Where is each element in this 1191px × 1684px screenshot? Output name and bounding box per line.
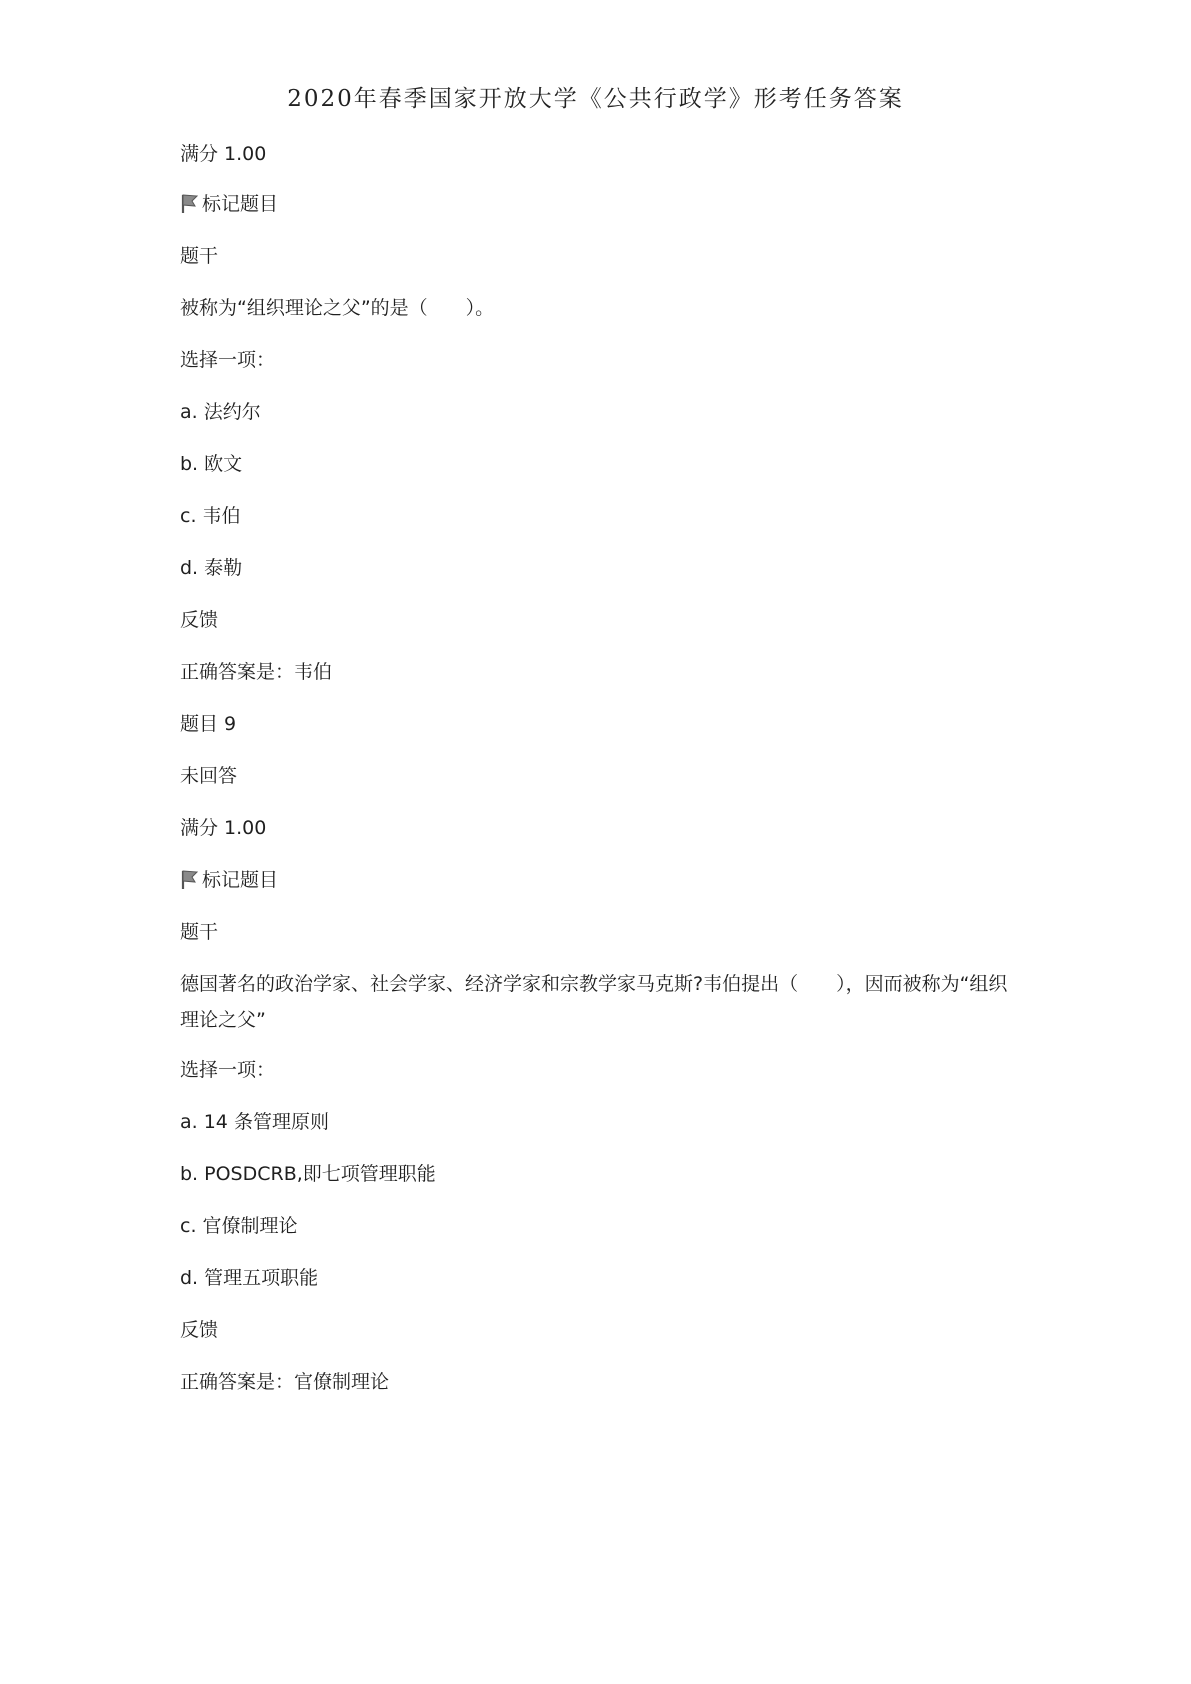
q9-status: 未回答 [180, 765, 238, 787]
q8-correct-answer: 正确答案是：韦伯 [180, 661, 333, 683]
q9-question: 德国著名的政治学家、社会学家、经济学家和宗教学家马克斯?韦伯提出（ ），因而被称为“组织理论之父” [180, 973, 1008, 1031]
q8-flag-label: 标记题目 [202, 193, 279, 215]
q9-option-c[interactable]: c. 官僚制理论 [180, 1215, 298, 1237]
q8-feedback-label: 反馈 [180, 609, 219, 631]
q8-choose-prompt: 选择一项： [180, 349, 276, 371]
q8-score: 满分 1.00 [180, 143, 267, 165]
q9-option-a[interactable]: a. 14 条管理原则 [180, 1111, 329, 1133]
page-title: 2020年春季国家开放大学《公共行政学》形考任务答案 [287, 86, 904, 112]
q9-correct-answer: 正确答案是：官僚制理论 [180, 1371, 390, 1393]
q8-option-d[interactable]: d. 泰勒 [180, 557, 243, 579]
q8-flag-question[interactable] [180, 192, 278, 216]
q8-option-b[interactable]: b. 欧文 [180, 453, 243, 475]
flag-icon [180, 869, 200, 891]
q9-choose-prompt: 选择一项： [180, 1059, 276, 1081]
q9-option-d[interactable]: d. 管理五项职能 [180, 1267, 319, 1289]
q9-flag-label: 标记题目 [202, 869, 279, 891]
q8-stem-label: 题干 [180, 245, 219, 267]
q9-number: 题目 9 [180, 713, 237, 735]
q9-flag-question[interactable] [180, 868, 278, 892]
q9-option-b[interactable]: b. POSDCRB,即七项管理职能 [180, 1163, 436, 1185]
q8-option-a[interactable]: a. 法约尔 [180, 401, 261, 423]
flag-icon [180, 193, 200, 215]
q9-score: 满分 1.00 [180, 817, 267, 839]
q9-stem-label: 题干 [180, 921, 219, 943]
q9-feedback-label: 反馈 [180, 1319, 219, 1341]
q8-question: 被称为“组织理论之父”的是（ ）。 [180, 297, 495, 319]
q8-option-c[interactable]: c. 韦伯 [180, 505, 241, 527]
